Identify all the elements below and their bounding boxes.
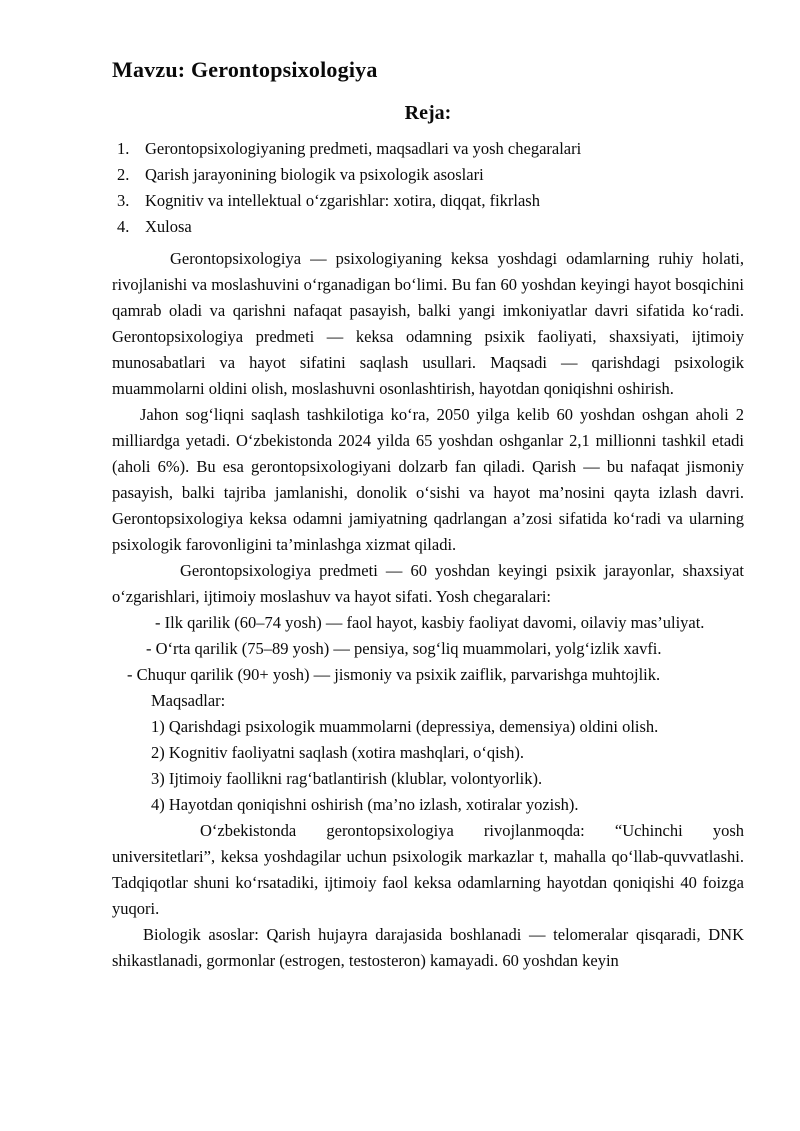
plan-item-number: 2. — [117, 165, 130, 184]
plan-item — [112, 136, 744, 162]
plan-item — [112, 188, 744, 214]
goal-item-3: 3) Ijtimoiy faollikni rag‘batlantirish (klublar, volontyorlik). — [151, 769, 543, 788]
goals-heading: Maqsadlar: — [151, 691, 226, 710]
plan-item-number: 3. — [117, 191, 130, 210]
plan-item-text: Kognitiv va intellektual o‘zgarishlar: xotira, diqqat, fikrlash — [145, 191, 540, 210]
plan-item-text: Qarish jarayonining biologik va psixologik asoslari — [145, 165, 484, 184]
paragraph-biological: Biologik asoslar: Qarish hujayra darajasida boshlanadi — telomeralar qisqaradi, DNK shikastlanadi, gormonlar (estrogen, testosteron) kamayadi. 60 yoshdan keyin — [112, 925, 744, 970]
page-title: Mavzu: Gerontopsixologiya — [112, 57, 378, 82]
plan-item — [112, 162, 744, 188]
plan-list — [112, 136, 744, 240]
plan-item-text: Xulosa — [145, 217, 192, 236]
paragraph-middle-aging: - O‘rta qarilik (75–89 yosh) — pensiya, sog‘liq muammolari, yolg‘izlik xavfi. — [146, 639, 662, 658]
paragraph-deep-aging: - Chuqur qarilik (90+ yosh) — jismoniy va psixik zaiflik, parvarishga muhtojlik. — [127, 665, 661, 684]
plan-heading: Reja: — [404, 102, 452, 124]
goal-item-1: 1) Qarishdagi psixologik muammolarni (depressiya, demensiya) oldini olish. — [151, 717, 659, 736]
paragraph-statistics: Jahon sog‘liqni saqlash tashkilotiga ko‘ra, 2050 yilga kelib 60 yoshdan oshgan aholi 2 milliardga yetadi. O‘zbekistonda 2024 yilda 65 yoshdan oshganlar 2,1 millionni tashkil etadi (aholi 6%). Bu esa gerontopsixologiyani dolzarb fan qiladi. Qarish — bu nafaqat jismoniy pasayish, balki tajriba jamlanishi, donolik o‘sishi va hayot ma’nosini qayta izlash davri. Gerontopsixologiya keksa odamni jamiyatning qadrlangan a’zosi sifatida ko‘radi va ularning psixologik farovonligini ta’minlashga xizmat qiladi. — [112, 405, 744, 554]
paragraph-definition: Gerontopsixologiya — psixologiyaning keksa yoshdagi odamlarning ruhiy holati, rivojlanishi va moslashuvini o‘rganadigan bo‘limi. Bu fan 60 yoshdan keyingi hayot bosqichini qamrab oladi va qarishni nafaqat pasayish, balki yangi imkoniyatlar davri sifatida ko‘radi. Gerontopsixologiya predmeti — keksa odamning psixik faoliyati, shaxsiyati, ijtimoiy munosabatlari va hayot sifatini saqlash usullari. Maqsadi — qarishdagi psixologik muammolarni oldini olish, moslashuvni osonlashtirish, hayotdan qoniqishni oshirish. — [112, 249, 744, 398]
goal-item-4: 4) Hayotdan qoniqishni oshirish (ma’no izlash, xotiralar yozish). — [151, 795, 579, 814]
paragraph-early-aging: - Ilk qarilik (60–74 yosh) — faol hayot, kasbiy faoliyat davomi, oilaviy mas’uliyat. — [155, 613, 705, 632]
goal-item-2: 2) Kognitiv faoliyatni saqlash (xotira mashqlari, o‘qish). — [151, 743, 525, 762]
paragraph-uzbekistan: O‘zbekistonda gerontopsixologiya rivojlanmoqda: “Uchinchi yosh universitetlari”, keksa yoshdagilar uchun psixologik markazlar t, mahalla qo‘llab-quvvatlashi. Tadqiqotlar shuni ko‘rsatadiki, ijtimoiy faol keksa odamlarning hayotdan qoniqishi 40 foizga yuqori. — [112, 821, 744, 918]
plan-item-number: 4. — [117, 217, 130, 236]
plan-item-number: 1. — [117, 139, 130, 158]
paragraph-subject: Gerontopsixologiya predmeti — 60 yoshdan keyingi psixik jarayonlar, shaxsiyat o‘zgarishlari, ijtimoiy moslashuv va hayot sifati. Yosh chegaralari: — [112, 561, 744, 606]
plan-item — [112, 214, 744, 240]
plan-item-text: Gerontopsixologiyaning predmeti, maqsadlari va yosh chegaralari — [145, 139, 582, 158]
